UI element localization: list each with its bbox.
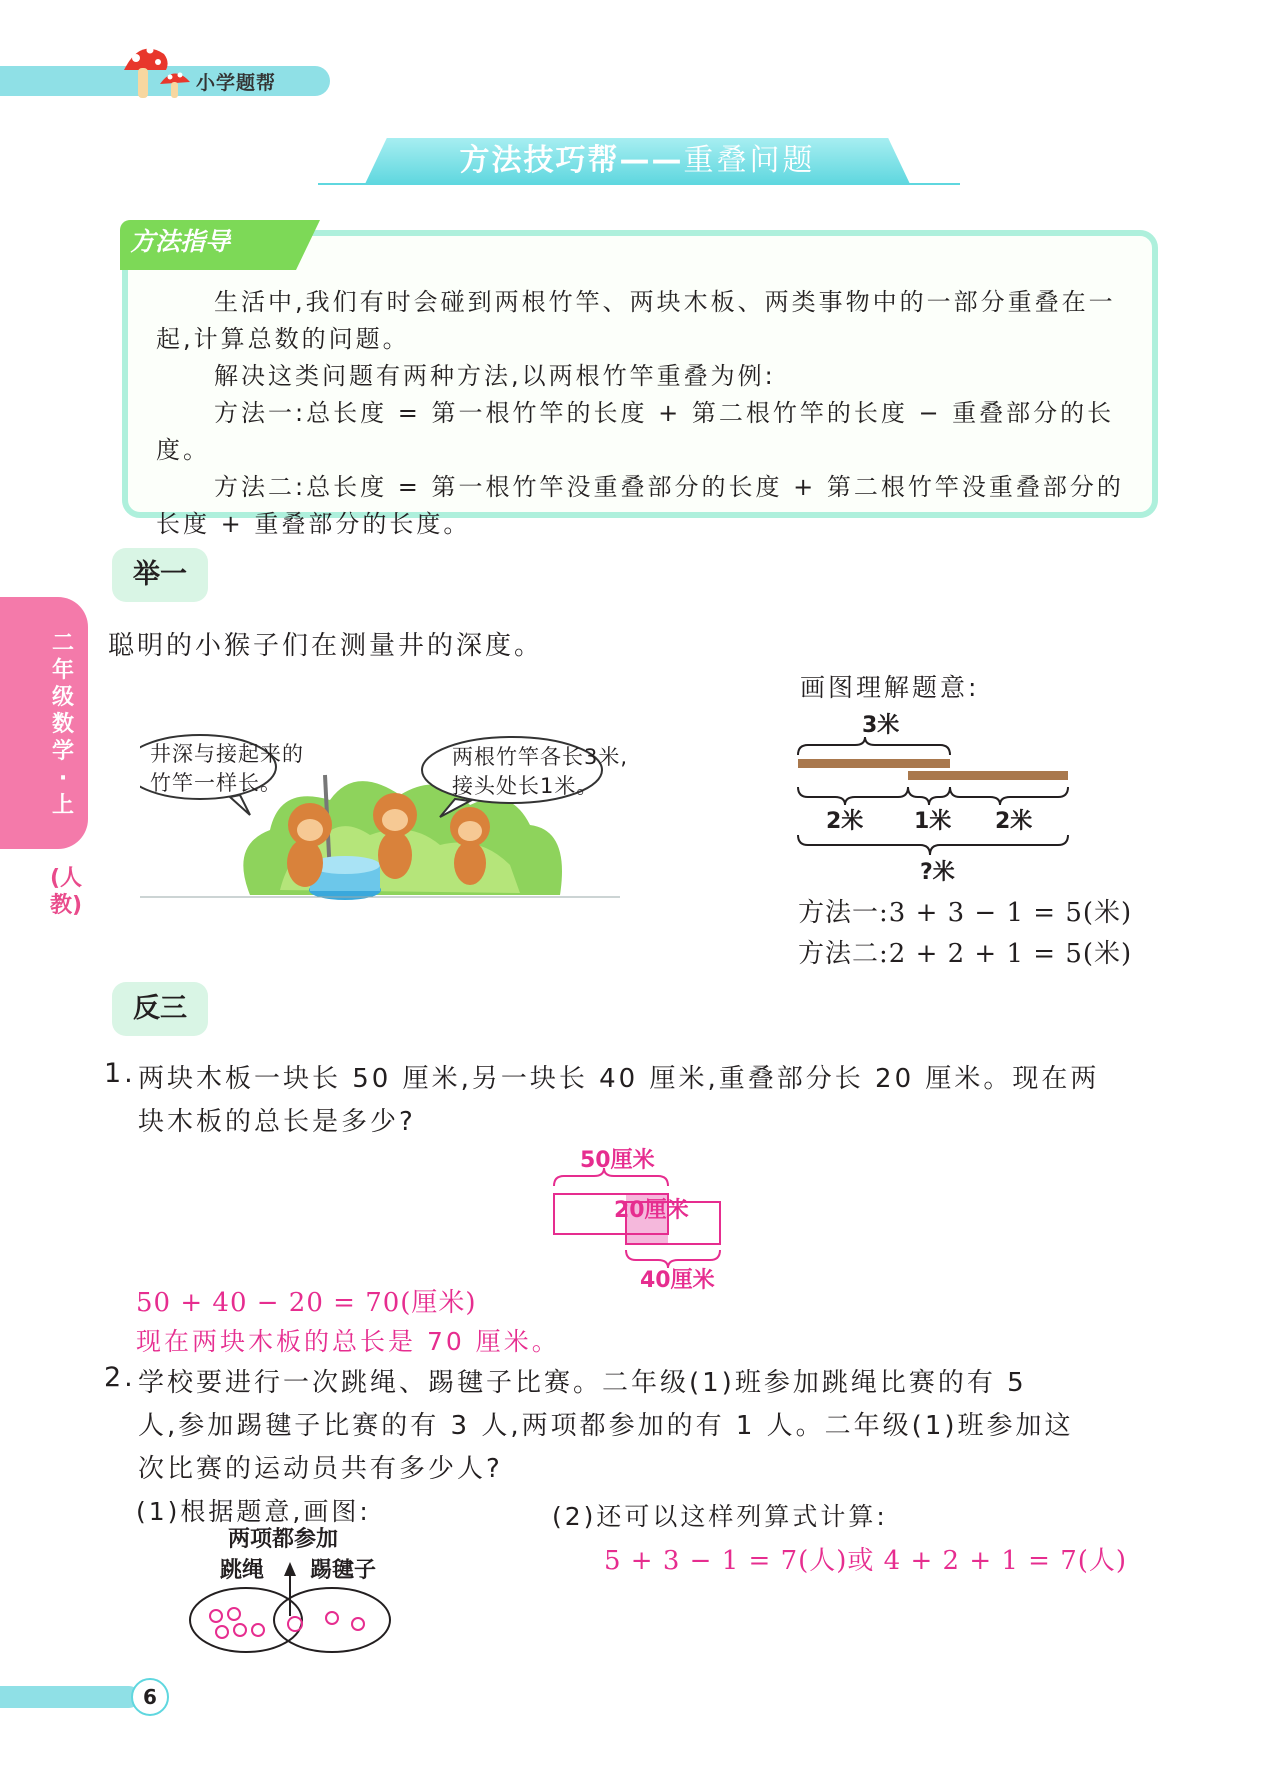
q1-answer-equation: 50 + 40 − 20 = 70(厘米) <box>136 1288 477 1318</box>
method-paragraph-4: 方法二:总长度 = 第一根竹竿没重叠部分的长度 + 第二根竹竿没重叠部分的长度 + 重叠部分的长度。 <box>156 473 1124 538</box>
venn-both-label: 两项都参加 <box>228 1527 339 1552</box>
side-tab-publisher: (人教) <box>50 866 83 918</box>
venn-right-label: 踢毽子 <box>310 1558 377 1583</box>
venn-left-label: 跳绳 <box>220 1558 265 1583</box>
bubble-right-line-2: 接头处长1米。 <box>452 774 599 798</box>
diagram-total-label: ?米 <box>920 860 955 885</box>
q1-answer-sentence: 现在两块木板的总长是 70 厘米。 <box>136 1327 560 1356</box>
brand-label: 小学题帮 <box>196 72 277 94</box>
title-main: 方法技巧帮 <box>459 143 620 178</box>
method-text <box>156 284 1126 543</box>
method-paragraph-1: 生活中,我们有时会碰到两根竹竿、两块木板、两类事物中的一部分重叠在一起,计算总数的问题。 <box>156 288 1116 353</box>
q2-part-1: (1)根据题意,画图: <box>136 1497 371 1526</box>
q1-number: 1. <box>104 1058 136 1089</box>
bubble-right-line-1: 两根竹竿各长3米, <box>452 745 629 769</box>
method-paragraph-3: 方法一:总长度 = 第一根竹竿的长度 + 第二根竹竿的长度 − 重叠部分的长度。 <box>156 399 1115 464</box>
method-paragraph-2: 解决这类问题有两种方法,以两根竹竿重叠为例: <box>214 362 776 390</box>
title-separator: —— <box>619 143 684 178</box>
bamboo-diagram <box>790 735 1080 870</box>
mushroom-icon <box>118 38 198 104</box>
q1-text <box>138 1058 1168 1144</box>
q2-line-3: 次比赛的运动员共有多少人? <box>138 1454 503 1484</box>
footer-strip <box>0 1686 140 1708</box>
example-method-2: 方法二:2 + 2 + 1 = 5(米) <box>798 939 1133 969</box>
q2-number: 2. <box>104 1362 136 1393</box>
method-tab-label: 方法指导 <box>130 227 231 256</box>
diagram-seg1-label: 2米 <box>826 809 864 834</box>
venn-diagram <box>186 1548 396 1656</box>
q2-line-2: 人,参加踢毽子比赛的有 3 人,两项都参加的有 1 人。二年级(1)班参加这 <box>138 1411 1074 1441</box>
practice-tag: 反三 <box>112 982 208 1036</box>
bubble-left-line-2: 竹竿一样长。 <box>150 771 282 795</box>
page-title <box>365 138 910 184</box>
page-number: 6 <box>131 1678 169 1716</box>
q2-answer: 5 + 3 − 1 = 7(人)或 4 + 2 + 1 = 7(人) <box>604 1546 1128 1576</box>
q1-line-2: 块木板的总长是多少? <box>138 1107 416 1137</box>
speech-bubble-left <box>150 740 304 798</box>
example-tag: 举一 <box>112 548 208 602</box>
diagram-title: 画图理解题意: <box>800 673 980 702</box>
speech-bubble-right <box>452 743 628 801</box>
example-question: 聪明的小猴子们在测量井的深度。 <box>108 631 544 661</box>
title-sub: 重叠问题 <box>683 143 816 178</box>
q1-line-1: 两块木板一块长 50 厘米,另一块长 40 厘米,重叠部分长 20 厘米。现在两 <box>138 1064 1100 1094</box>
diagram-seg2-label: 1米 <box>914 809 952 834</box>
q1-bottom-label: 40厘米 <box>640 1268 715 1293</box>
example-method-1: 方法一:3 + 3 − 1 = 5(米) <box>798 898 1133 928</box>
bubble-left-line-1: 井深与接起来的 <box>150 742 304 766</box>
q2-part-2: (2)还可以这样列算式计算: <box>552 1502 888 1531</box>
q1-overlap-label: 20厘米 <box>614 1198 689 1223</box>
q2-text <box>138 1362 1168 1491</box>
q1-top-label: 50厘米 <box>580 1148 655 1173</box>
side-tab-grade: 二年级数学·上 <box>51 631 74 818</box>
diagram-seg3-label: 2米 <box>995 809 1033 834</box>
diagram-top-label: 3米 <box>862 713 900 738</box>
q2-line-1: 学校要进行一次跳绳、踢毽子比赛。二年级(1)班参加跳绳比赛的有 5 <box>138 1368 1027 1398</box>
